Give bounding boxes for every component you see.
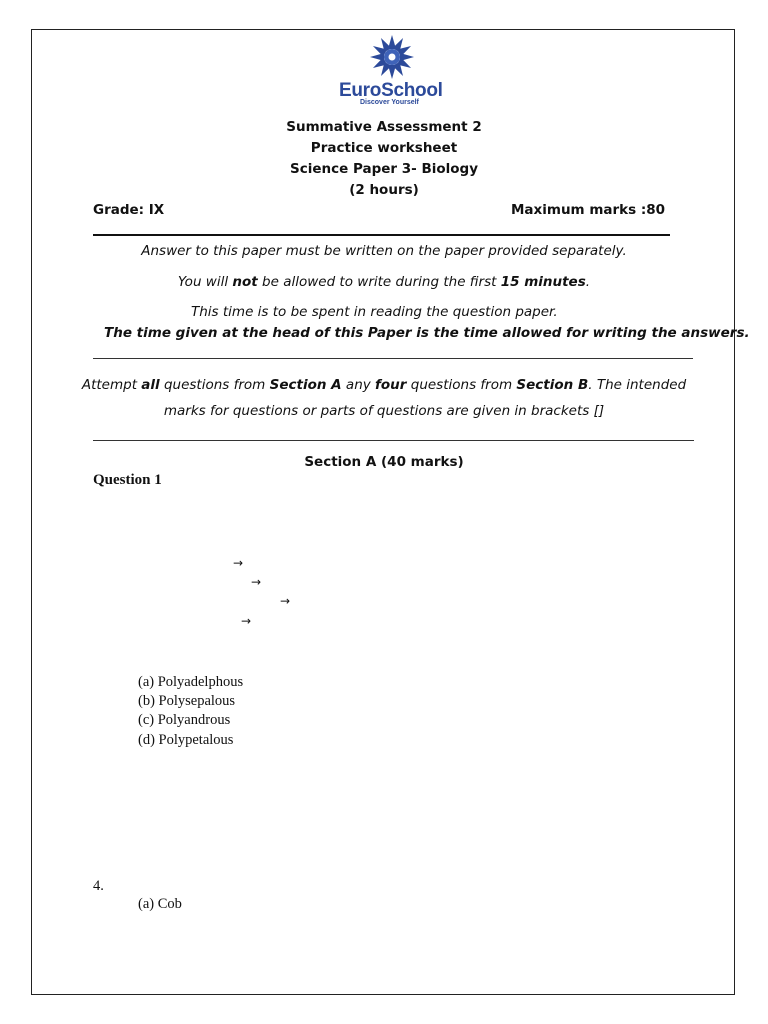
assessment-title: Summative Assessment 2 [286, 119, 482, 135]
arrow-3: → [280, 594, 291, 608]
divider-2 [93, 358, 693, 359]
arrow-4: → [241, 614, 252, 628]
grade-label: Grade: IX [93, 202, 165, 218]
max-marks-label: Maximum marks :80 [511, 202, 666, 218]
paper-title: Science Paper 3- Biology [289, 161, 479, 177]
logo-tagline: Discover Yourself [360, 99, 419, 106]
item-number: 4. [93, 878, 104, 894]
divider-1 [93, 234, 670, 236]
section-title: Section A (40 marks) [304, 454, 464, 470]
instruction-line-3: This time is to be spent in reading the question paper. [191, 304, 558, 320]
option-a: (a) Polyadelphous [138, 674, 244, 690]
worksheet-title: Practice worksheet [310, 140, 458, 156]
instruction-line-1: Answer to this paper must be written on the paper provided separately. [141, 243, 627, 259]
logo-name: EuroSchool [339, 80, 443, 101]
euroschool-logo-icon [366, 33, 418, 81]
attempt-line-1: Attempt all questions from Section A any four questions from Section B. The intended [81, 377, 687, 393]
instruction-line-4: The time given at the head of this Paper is the time allowed for writing the answers. [104, 325, 750, 341]
option-c: (c) Polyandrous [138, 712, 231, 728]
item-option-a: (a) Cob [138, 896, 182, 912]
arrow-1: → [233, 556, 244, 570]
instruction-line-2: You will not be allowed to write during the first 15 minutes. [177, 274, 591, 290]
option-b: (b) Polysepalous [138, 693, 236, 709]
attempt-line-2: marks for questions or parts of questions are given in brackets [] [163, 403, 605, 419]
question-label: Question 1 [93, 472, 162, 488]
option-d: (d) Polypetalous [138, 732, 234, 748]
duration: (2 hours) [349, 182, 419, 198]
divider-3 [93, 440, 694, 441]
arrow-2: → [251, 575, 262, 589]
